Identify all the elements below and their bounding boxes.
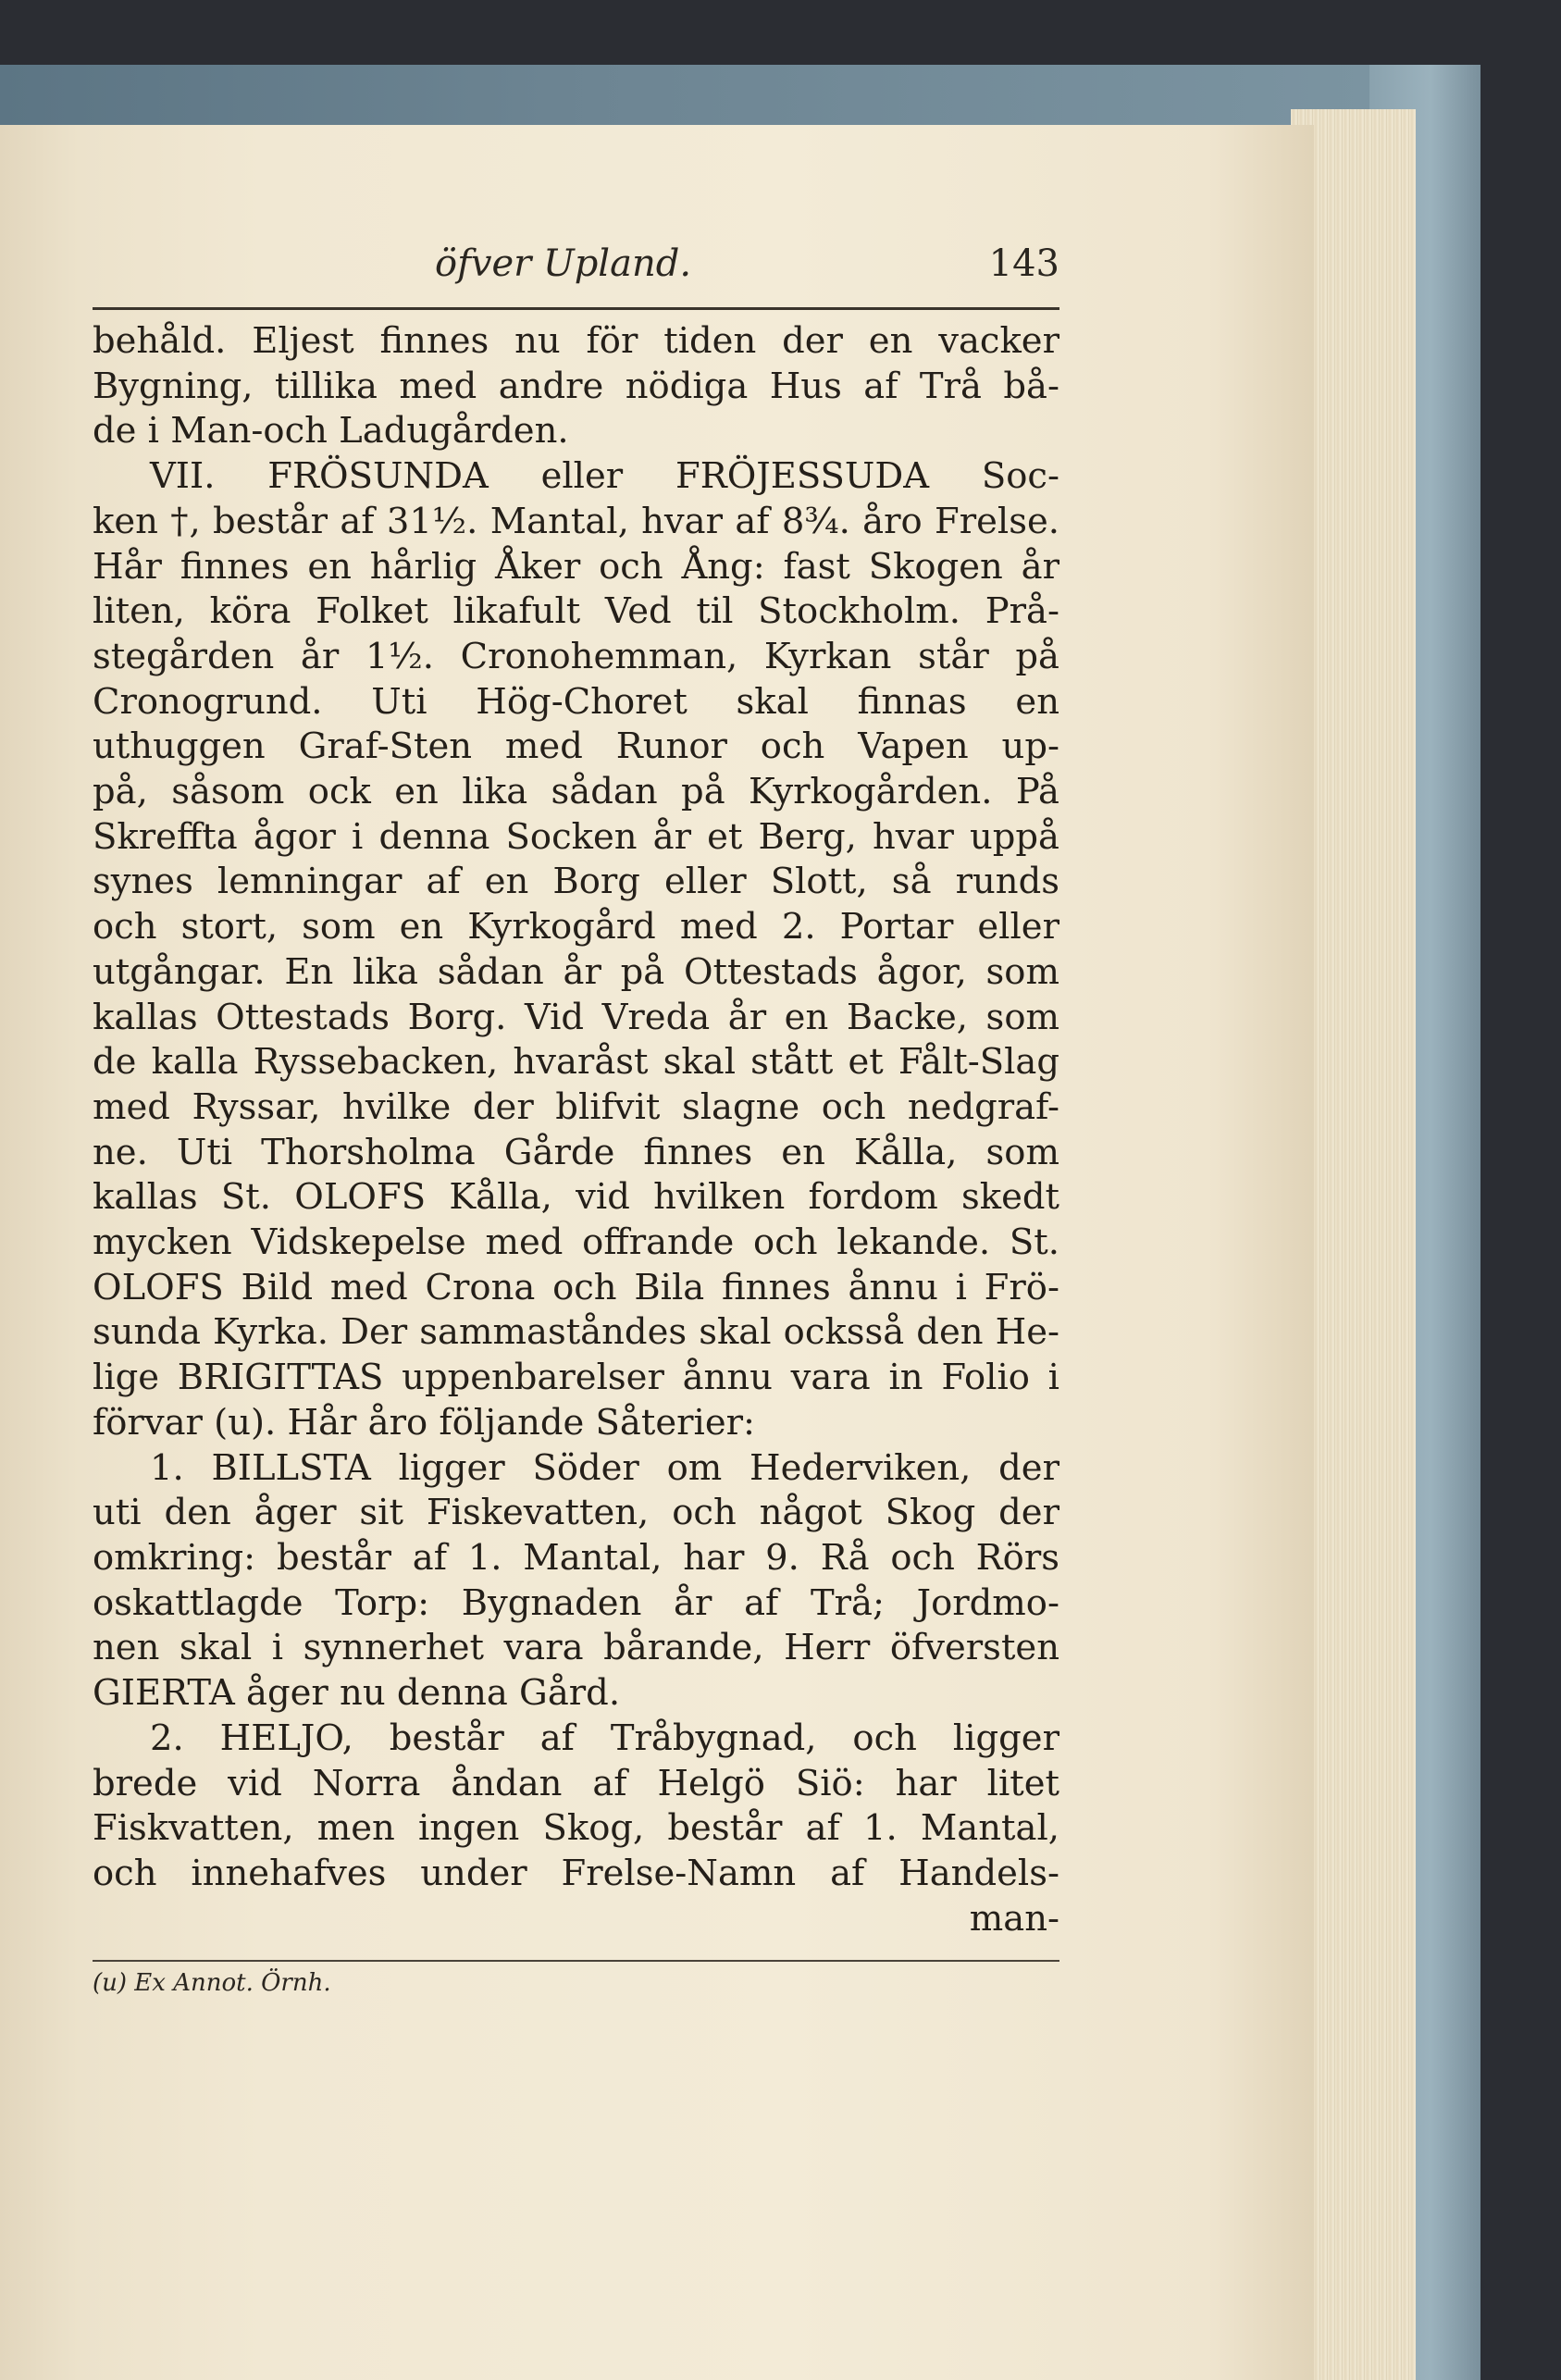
body-text (93, 319, 1059, 1941)
text-line: ken †, består af 31½. Mantal, hvar af 8¾. åro Frelse. (93, 500, 1059, 542)
text-line: mycken Vidskepelse med offrande och lekande. St. (93, 1221, 1059, 1264)
text-line: på, såsom ock en lika sådan på Kyrkogården. På (93, 771, 1059, 813)
text-line: 2. HELJO, består af Tråbygnad, och ligger (150, 1717, 1059, 1759)
text-line: kallas St. OLOFS Kålla, vid hvilken fordom skedt (93, 1176, 1059, 1219)
text-line: nen skal i synnerhet vara bårande, Herr öfversten (93, 1627, 1059, 1669)
text-line: Fiskvatten, men ingen Skog, består af 1. Mantal, (93, 1807, 1059, 1850)
text-line: de i Man-och Ladugården. (93, 410, 569, 452)
text-line: stegården år 1½. Cronohemman, Kyrkan står på (93, 635, 1059, 677)
text-line: brede vid Norra åndan af Helgö Siö: har litet (93, 1762, 1059, 1804)
catchword: man- (969, 1897, 1059, 1940)
text-line: uthuggen Graf-Sten med Runor och Vapen up- (93, 725, 1059, 768)
running-title: öfver Upland. (435, 242, 692, 285)
text-line: ne. Uti Thorsholma Gårde finnes en Kålla, som (93, 1131, 1059, 1173)
text-line: 1. BILLSTA ligger Söder om Hederviken, der (150, 1446, 1059, 1489)
text-line: Skreffta ågor i denna Socken år et Berg, hvar uppå (93, 815, 1059, 858)
text-line: utgångar. En lika sådan år på Ottestads ågor, som (93, 950, 1059, 993)
text-line: VII. FRÖSUNDA eller FRÖJESSUDA Soc- (150, 455, 1059, 498)
text-line: sunda Kyrka. Der sammaståndes skal ocksså den He- (93, 1311, 1059, 1354)
footnote-rule (93, 1960, 1059, 1962)
footnote: (u) Ex Annot. Örnh. (93, 1969, 331, 1997)
text-line: omkring: består af 1. Mantal, har 9. Rå och Rörs (93, 1536, 1059, 1579)
text-line: liten, köra Folket likafult Ved til Stockholm. Prå- (93, 590, 1059, 633)
text-line: förvar (u). Hår åro följande Såterier: (93, 1401, 755, 1444)
text-line: Bygning, tillika med andre nödiga Hus af Trå bå- (93, 365, 1059, 407)
text-line: behåld. Eljest finnes nu för tiden der en vacker (93, 320, 1059, 362)
page-header (93, 242, 1059, 300)
text-line: uti den åger sit Fiskevatten, och något Skog der (93, 1492, 1059, 1534)
text-line: kallas Ottestads Borg. Vid Vreda år en Backe, som (93, 996, 1059, 1038)
text-line: Cronogrund. Uti Hög-Choret skal finnas en (93, 680, 1059, 723)
text-line: de kalla Ryssebacken, hvaråst skal stått et Fålt-Slag (93, 1041, 1059, 1084)
text-line: och innehafves under Frelse-Namn af Handels- (93, 1852, 1059, 1894)
text-line: lige BRIGITTAS uppenbarelser ånnu vara in Folio i (93, 1357, 1059, 1399)
text-line: Hår finnes en hårlig Åker och Ång: fast Skogen år (93, 545, 1059, 588)
text-line: OLOFS Bild med Crona och Bila finnes ånnu i Frö- (93, 1266, 1059, 1308)
text-line: oskattlagde Torp: Bygnaden år af Trå; Jordmo- (93, 1581, 1059, 1624)
text-line: med Ryssar, hvilke der blifvit slagne och nedgraf- (93, 1085, 1059, 1128)
header-rule (93, 307, 1059, 310)
page-number: 143 (988, 242, 1059, 285)
text-line: och stort, som en Kyrkogård med 2. Portar eller (93, 906, 1059, 948)
text-line: synes lemningar af en Borg eller Slott, så runds (93, 861, 1059, 903)
text-line: GIERTA åger nu denna Gård. (93, 1672, 621, 1715)
